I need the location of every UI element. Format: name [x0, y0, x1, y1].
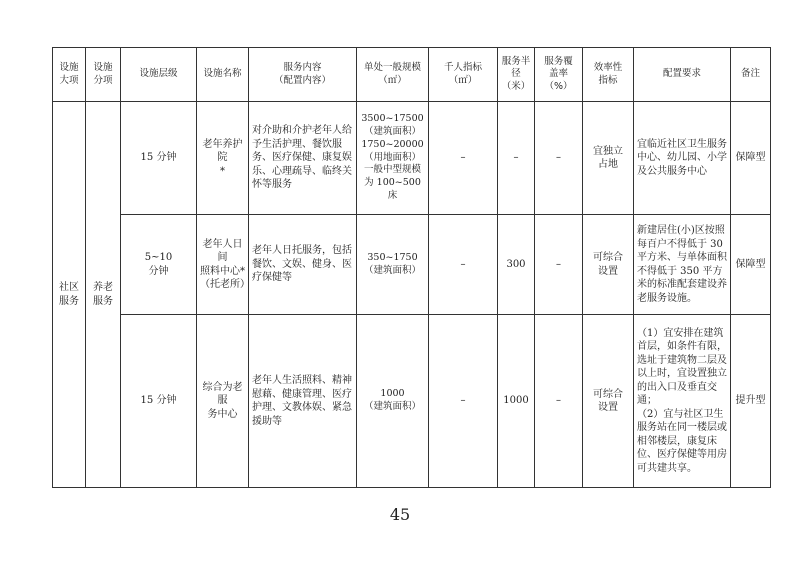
coverage-cell: –: [535, 315, 583, 488]
name-cell: 老年养护院 *: [197, 102, 249, 215]
efficiency-cell: 宜独立 占地: [583, 102, 634, 215]
note-cell: 保障型: [731, 215, 771, 315]
table-row: [53, 215, 771, 315]
requirement-cell: （1）宜安排在建筑首层，如条件有限，选址于建筑物二层及以上时，宜设置独立的出入口及垂直交通； （2）宜与社区卫生服务站在同一楼层或相邻楼层，康复床位、医疗保健等用房可共建共享。: [634, 315, 731, 488]
header-subcategory: 设施 分项: [86, 48, 121, 102]
scale-cell: 1000 （建筑面积）: [357, 315, 429, 488]
content-cell: 对介助和介护老年人给予生活护理、餐饮服务、医疗保健、康复娱乐、心理疏导、临终关怀等服务: [249, 102, 357, 215]
header-per-thousand: 千人指标 （㎡）: [429, 48, 498, 102]
coverage-cell: –: [535, 215, 583, 315]
header-category: 设施 大项: [53, 48, 86, 102]
header-name: 设施名称: [197, 48, 249, 102]
header-scale: 单处一般规模 （㎡）: [357, 48, 429, 102]
name-cell: 老年人日间 照料中心* （托老所）: [197, 215, 249, 315]
table-row: [53, 315, 771, 488]
header-requirement: 配置要求: [634, 48, 731, 102]
header-content: 服务内容 （配置内容）: [249, 48, 357, 102]
scale-cell: 350~1750 （建筑面积）: [357, 215, 429, 315]
header-radius: 服务半 径 （米）: [498, 48, 535, 102]
note-cell: 提升型: [731, 315, 771, 488]
page-number: 45: [389, 505, 411, 524]
header-coverage: 服务覆 盖率 （%）: [535, 48, 583, 102]
efficiency-cell: 可综合 设置: [583, 315, 634, 488]
header-note: 备注: [731, 48, 771, 102]
content-cell: 老年人日托服务，包括餐饮、文娱、健身、医疗保健等: [249, 215, 357, 315]
category-cell: 社区 服务: [53, 102, 86, 488]
note-cell: 保障型: [731, 102, 771, 215]
table-row: [53, 102, 771, 215]
radius-cell: 1000: [498, 315, 535, 488]
header-level: 设施层级: [121, 48, 197, 102]
coverage-cell: –: [535, 102, 583, 215]
scale-cell: 3500~17500 （建筑面积） 1750~20000 （用地面积） 一般中型规模为 100~500 床: [357, 102, 429, 215]
content-cell: 老年人生活照料、精神慰藉、健康管理、医疗护理、文教体娱、紧急援助等: [249, 315, 357, 488]
level-cell: 5~10 分钟: [121, 215, 197, 315]
radius-cell: 300: [498, 215, 535, 315]
radius-cell: –: [498, 102, 535, 215]
name-cell: 综合为老服 务中心: [197, 315, 249, 488]
per-thousand-cell: –: [429, 315, 498, 488]
header-efficiency: 效率性 指标: [583, 48, 634, 102]
level-cell: 15 分钟: [121, 315, 197, 488]
level-cell: 15 分钟: [121, 102, 197, 215]
facility-table: [52, 47, 771, 488]
requirement-cell: 宜临近社区卫生服务中心、幼儿园、小学及公共服务中心: [634, 102, 731, 215]
per-thousand-cell: –: [429, 102, 498, 215]
efficiency-cell: 可综合 设置: [583, 215, 634, 315]
requirement-cell: 新建居住(小)区按照每百户不得低于 30 平方米、与单体面积不得低于 350 平方米的标准配套建设养老服务设施。: [634, 215, 731, 315]
subcategory-cell: 养老 服务: [86, 102, 121, 488]
table-header-row: [53, 48, 771, 102]
per-thousand-cell: –: [429, 215, 498, 315]
